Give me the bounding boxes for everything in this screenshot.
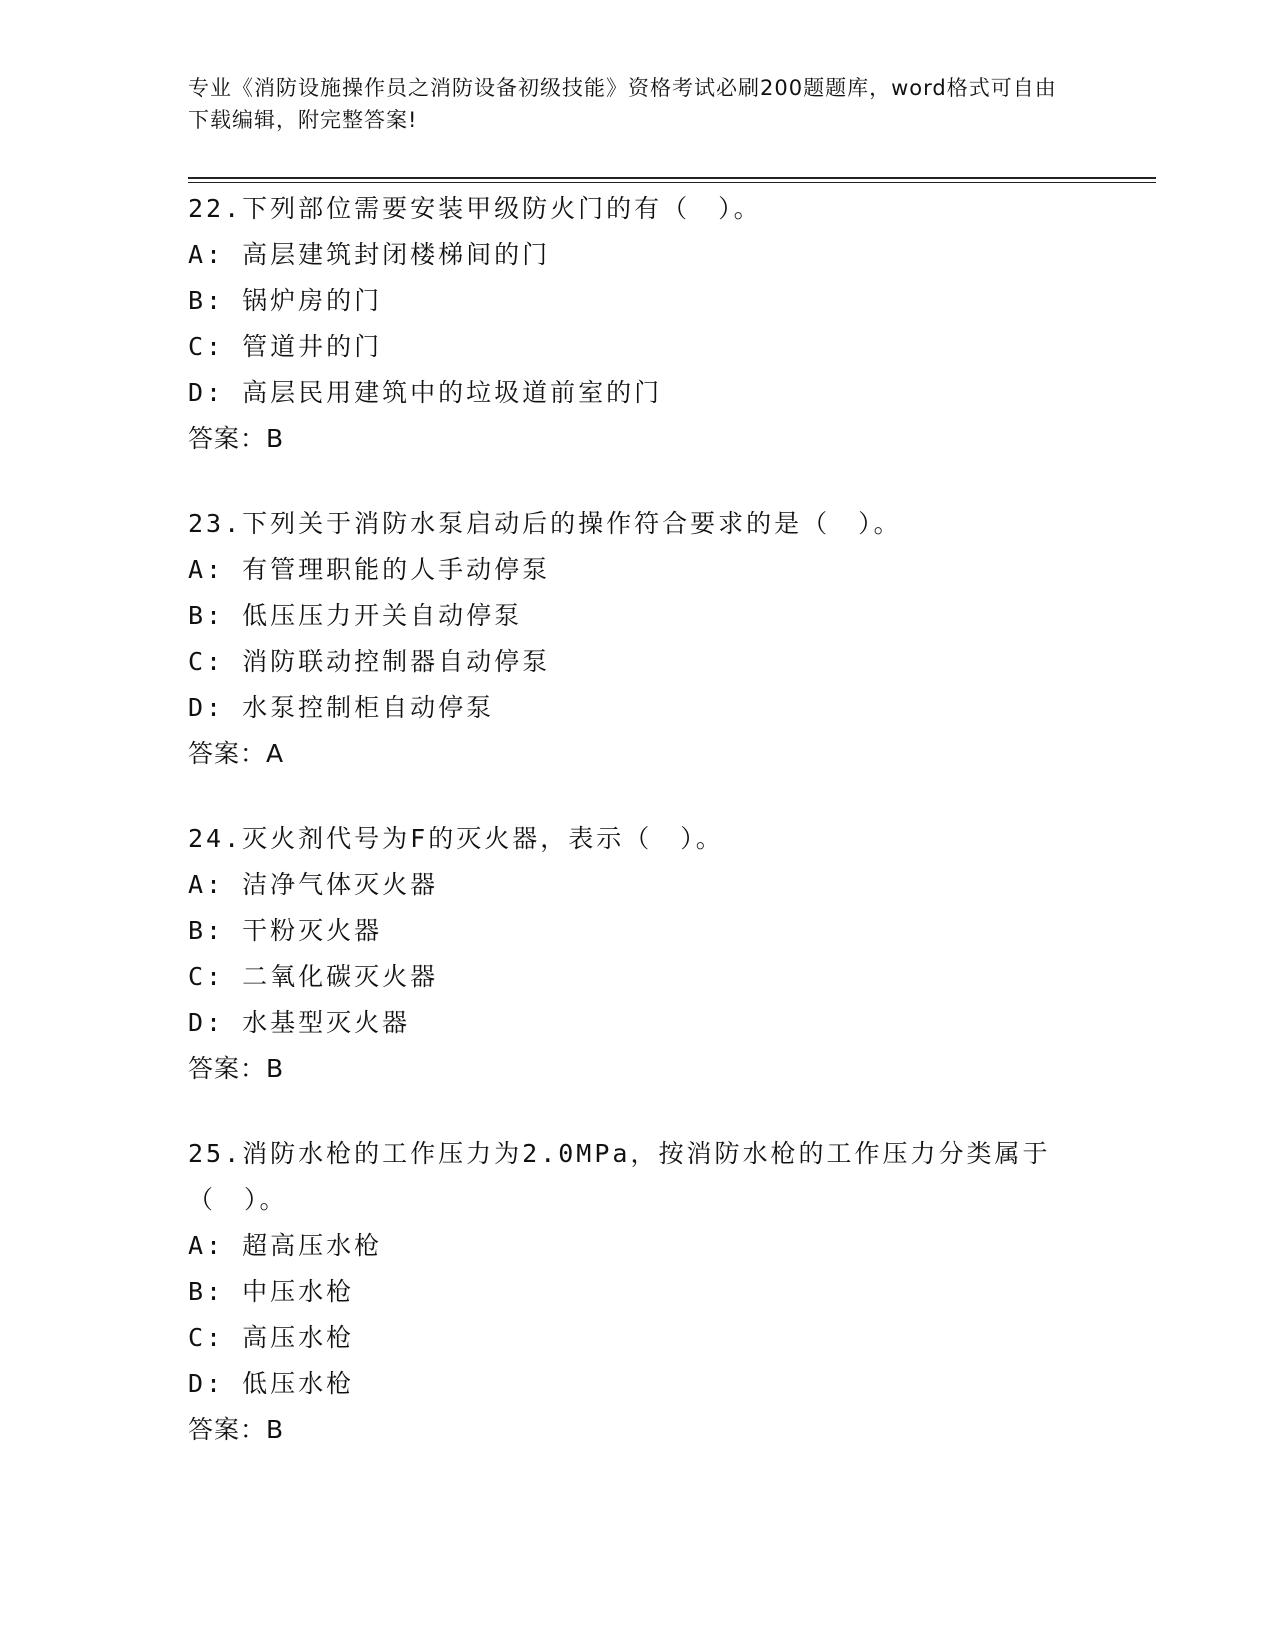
answer-label: 答案： (188, 739, 267, 768)
answer-value: B (266, 424, 285, 453)
answer-line (188, 416, 1088, 462)
option-b: B: 干粉灭火器 (188, 916, 383, 945)
question-22 (188, 186, 1088, 462)
question-stem: 23.下列关于消防水泵启动后的操作符合要求的是（ ）。 (188, 509, 902, 538)
question-stem: 22.下列部位需要安装甲级防火门的有（ ）。 (188, 194, 762, 223)
option-a: A: 超高压水枪 (188, 1231, 383, 1260)
header-divider-thick (188, 177, 1156, 179)
question-stem: 24.灭火剂代号为F的灭火器，表示（ ）。 (188, 824, 724, 853)
option-b: B: 低压压力开关自动停泵 (188, 601, 523, 630)
question-23 (188, 501, 1088, 777)
question-list (188, 186, 1088, 1492)
answer-line (188, 731, 1088, 777)
answer-label: 答案： (188, 1054, 267, 1083)
question-24 (188, 816, 1088, 1092)
option-d: D: 水基型灭火器 (188, 1008, 411, 1037)
answer-line (188, 1407, 1088, 1453)
option-a: A: 有管理职能的人手动停泵 (188, 555, 551, 584)
option-d: D: 低压水枪 (188, 1369, 355, 1398)
option-c: C: 管道井的门 (188, 332, 383, 361)
option-c: C: 消防联动控制器自动停泵 (188, 647, 551, 676)
option-c: C: 二氧化碳灭火器 (188, 962, 439, 991)
answer-value: B (266, 1054, 285, 1083)
answer-value: B (266, 1415, 285, 1444)
option-d: D: 水泵控制柜自动停泵 (188, 693, 495, 722)
option-a: A: 洁净气体灭火器 (188, 870, 439, 899)
question-25 (188, 1131, 1088, 1453)
option-d: D: 高层民用建筑中的垃圾道前室的门 (188, 378, 663, 407)
header-divider-thin (188, 182, 1156, 183)
question-stem: 25.消防水枪的工作压力为2.0MPa，按消防水枪的工作压力分类属于（ ）。 (188, 1139, 1051, 1214)
answer-label: 答案： (188, 424, 267, 453)
option-a: A: 高层建筑封闭楼梯间的门 (188, 240, 551, 269)
answer-line (188, 1046, 1088, 1092)
option-b: B: 锅炉房的门 (188, 286, 383, 315)
page-header: 专业《消防设施操作员之消防设备初级技能》资格考试必刷200题题库，word格式可自由下载编辑，附完整答案! (188, 76, 1057, 132)
answer-value: A (266, 739, 285, 768)
option-c: C: 高压水枪 (188, 1323, 355, 1352)
answer-label: 答案： (188, 1415, 267, 1444)
option-b: B: 中压水枪 (188, 1277, 355, 1306)
